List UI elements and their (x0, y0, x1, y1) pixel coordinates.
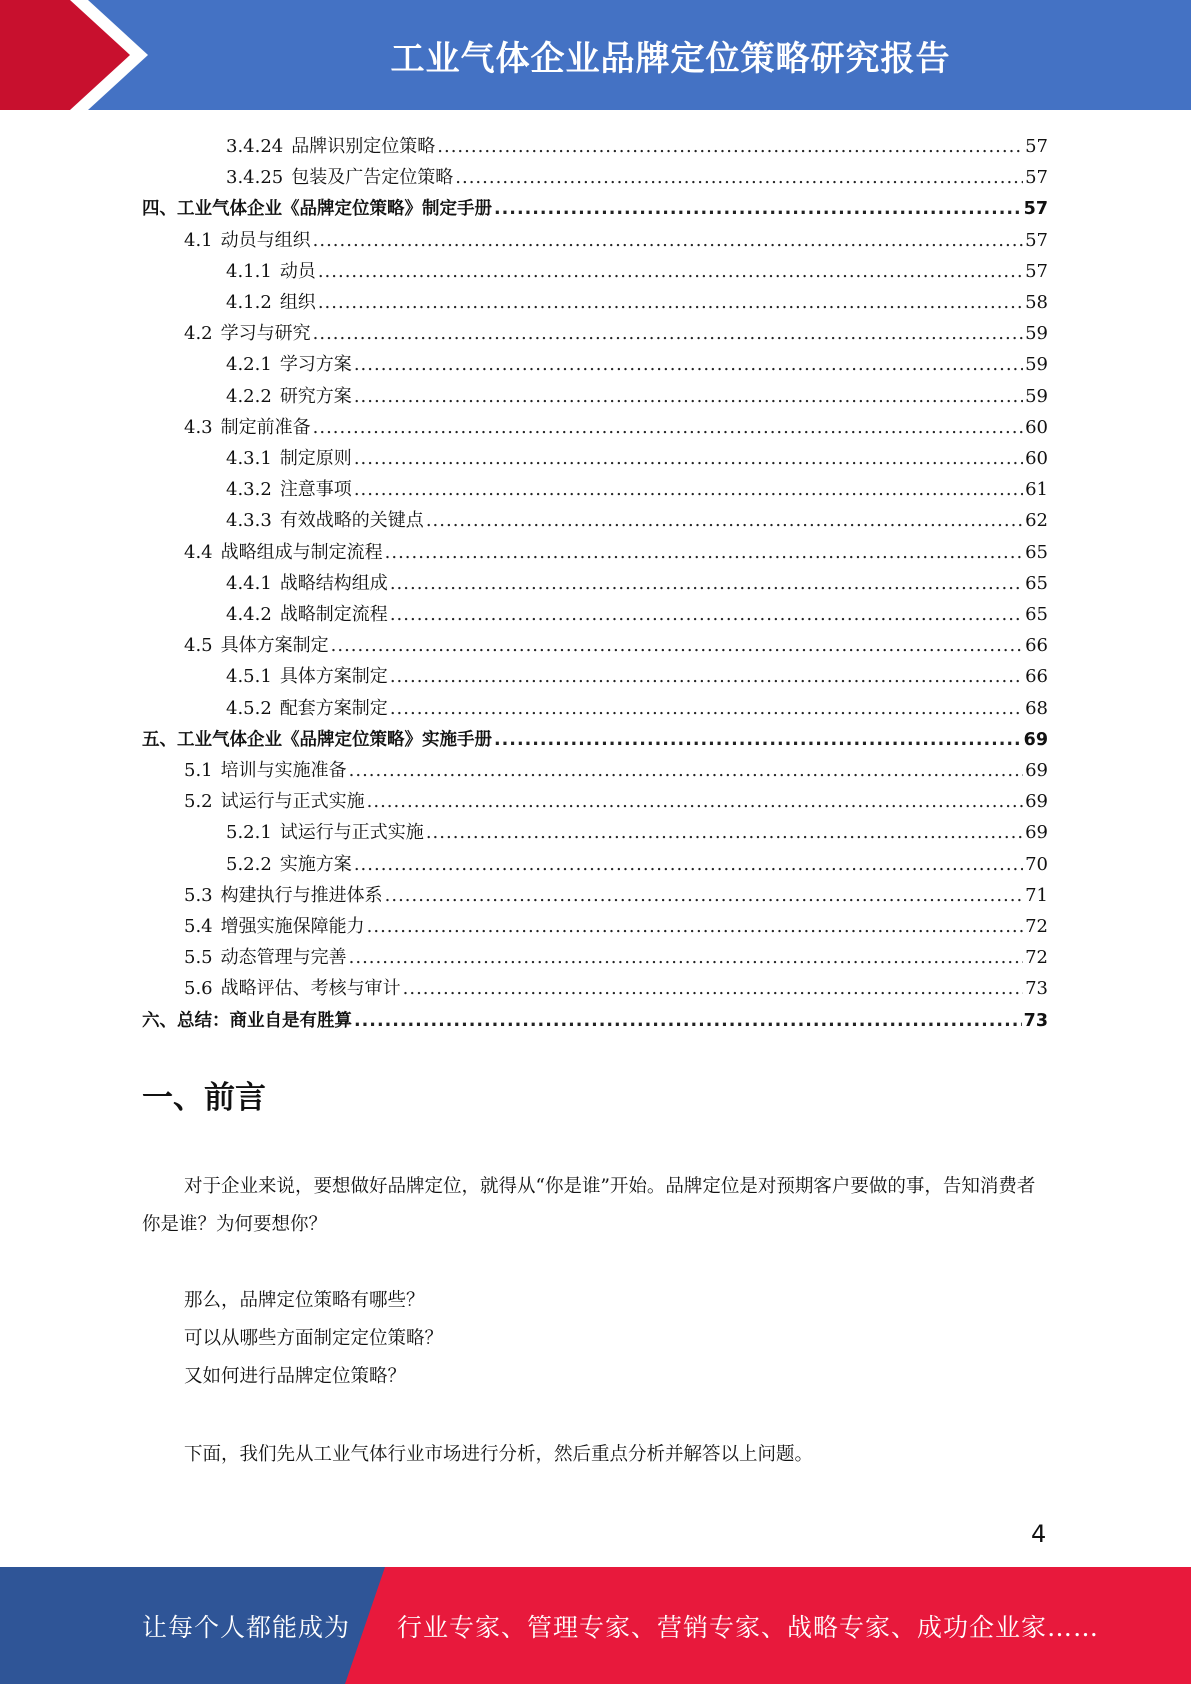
toc-entry-page: 57 (1023, 199, 1048, 220)
toc-dot-leader (426, 510, 1023, 532)
toc-entry[interactable] (184, 409, 1048, 439)
toc-entry-page: 71 (1025, 884, 1048, 906)
toc-entry-page: 69 (1025, 760, 1048, 781)
toc-entry-page: 62 (1025, 510, 1048, 532)
toc-entry[interactable] (226, 814, 1048, 844)
intro-paragraph: 对于企业来说，要想做好品牌定位，就得从“你是谁”开始。品牌定位是对预期客户要做的事，告知消费者你是谁？为何要想你？ (142, 1176, 1036, 1235)
toc-entry-title: 实施方案 (279, 853, 352, 875)
toc-dot-leader (349, 760, 1023, 782)
toc-entry-title: 动员 (279, 260, 316, 282)
toc-entry[interactable] (226, 471, 1048, 501)
toc-entry-page: 59 (1025, 323, 1048, 345)
question-3: 又如何进行品牌定位策略？ (184, 1366, 407, 1387)
toc-entry-number: 3.4.24 (226, 136, 284, 157)
toc-dot-leader (390, 698, 1023, 720)
toc-entry-number: 5.6 (184, 978, 213, 1000)
toc-entry-page: 59 (1025, 385, 1048, 407)
toc-entry-number: 5.3 (184, 884, 213, 906)
toc-entry-title: 学习与研究 (220, 323, 311, 345)
toc-entry-number: 4.3.3 (226, 510, 272, 532)
toc-entry-title: 六、总结：商业自是有胜算 (142, 1010, 352, 1031)
toc-entry-page: 69 (1025, 791, 1048, 813)
toc-entry[interactable] (226, 502, 1048, 532)
toc-entry-title: 组织 (279, 292, 316, 313)
toc-dot-leader (349, 947, 1023, 969)
toc-entry-page: 66 (1025, 635, 1048, 657)
toc-entry-page: 70 (1025, 853, 1048, 875)
toc-entry-title: 包装及广告定位策略 (291, 167, 454, 189)
toc-entry-number: 5.2.1 (226, 822, 272, 844)
toc-entry[interactable] (226, 128, 1048, 158)
toc-entry[interactable] (184, 877, 1048, 907)
toc-entry-title: 具体方案制定 (220, 635, 329, 657)
toc-entry-number: 4.2.1 (226, 354, 272, 376)
toc-entry-number: 4.3.2 (226, 479, 272, 501)
toc-entry-page: 73 (1023, 1010, 1048, 1031)
toc-dot-leader (313, 417, 1023, 439)
toc-entry-title: 试运行与正式实施 (220, 791, 365, 813)
toc-dot-leader (354, 354, 1023, 376)
document-title: 工业气体企业品牌定位策略研究报告 (390, 38, 951, 79)
toc-entry-number: 4.4 (184, 541, 213, 563)
toc-entry-title: 动员与组织 (220, 229, 311, 251)
page-number: 4 (1031, 1520, 1047, 1548)
toc-dot-leader (390, 604, 1023, 626)
toc-entry-number: 4.3.1 (226, 448, 272, 469)
toc-entry[interactable] (226, 284, 1048, 314)
toc-entry[interactable] (142, 190, 1048, 220)
toc-entry-page: 65 (1025, 572, 1048, 594)
toc-entry-number: 4.2 (184, 323, 213, 345)
toc-entry[interactable] (226, 378, 1048, 408)
toc-entry-page: 57 (1025, 167, 1048, 189)
toc-entry-title: 构建执行与推进体系 (220, 884, 383, 906)
section-heading: 一、前言 (142, 1080, 266, 1116)
toc-entry-page: 59 (1025, 354, 1048, 376)
toc-entry-title: 战略组成与制定流程 (220, 541, 383, 563)
toc-entry-page: 65 (1025, 541, 1048, 563)
toc-dot-leader (385, 542, 1023, 564)
toc-entry[interactable] (226, 846, 1048, 876)
toc-entry[interactable] (226, 159, 1048, 189)
toc-entry-title: 学习方案 (279, 354, 352, 376)
toc-entry-title: 战略制定流程 (279, 604, 388, 625)
toc-entry-title: 动态管理与完善 (220, 947, 347, 969)
toc-dot-leader (354, 386, 1023, 408)
toc-entry-page: 61 (1025, 479, 1048, 501)
toc-entry-page: 69 (1023, 729, 1048, 750)
toc-entry[interactable] (226, 596, 1048, 626)
toc-entry-page: 68 (1025, 697, 1048, 719)
toc-entry-title: 制定前准备 (220, 416, 311, 438)
toc-entry-number: 5.2 (184, 791, 213, 813)
toc-entry[interactable] (226, 565, 1048, 595)
toc-entry-title: 研究方案 (279, 385, 352, 407)
toc-entry-page: 57 (1025, 136, 1048, 157)
toc-entry[interactable] (226, 440, 1048, 470)
toc-entry-number: 4.5.1 (226, 666, 272, 688)
toc-entry-title: 配套方案制定 (279, 697, 388, 719)
toc-entry-number: 4.5.2 (226, 697, 272, 719)
toc-dot-leader (354, 479, 1023, 501)
toc-dot-leader (318, 292, 1023, 314)
toc-entry[interactable] (226, 346, 1048, 376)
toc-dot-leader (455, 167, 1023, 189)
toc-entry-title: 战略结构组成 (279, 572, 388, 594)
toc-entry[interactable] (226, 253, 1048, 283)
toc-entry[interactable] (184, 939, 1048, 969)
toc-dot-leader (437, 136, 1023, 158)
toc-entry-title: 战略评估、考核与审计 (220, 978, 401, 1000)
toc-entry-title: 四、工业气体企业《品牌定位策略》制定手册 (142, 199, 492, 220)
toc-dot-leader (331, 635, 1023, 657)
toc-entry-page: 57 (1025, 260, 1048, 282)
footer-slogan-left: 让每个人都能成为 (142, 1612, 351, 1642)
toc-dot-leader (494, 729, 1022, 751)
toc-entry-number: 5.1 (184, 760, 213, 781)
page-footer (0, 1567, 1191, 1684)
toc-dot-leader (313, 230, 1023, 252)
toc-entry-number: 4.1.1 (226, 260, 272, 282)
toc-entry[interactable] (226, 658, 1048, 688)
toc-entry-number: 5.5 (184, 947, 213, 969)
question-2: 可以从哪些方面制定定位策略？ (184, 1328, 444, 1349)
toc-entry[interactable] (184, 627, 1048, 657)
toc-entry-number: 5.2.2 (226, 853, 272, 875)
toc-dot-leader (313, 323, 1023, 345)
toc-entry-number: 4.5 (184, 635, 213, 657)
toc-entry-title: 培训与实施准备 (220, 760, 347, 781)
toc-entry[interactable] (184, 783, 1048, 813)
toc-entry-number: 4.2.2 (226, 385, 272, 407)
toc-entry[interactable] (184, 534, 1048, 564)
toc-entry-title: 试运行与正式实施 (279, 822, 424, 844)
toc-entry-page: 58 (1025, 292, 1048, 313)
footer-slogan-right: 行业专家、管理专家、营销专家、战略专家、成功企业家…… (397, 1612, 1100, 1642)
toc-entry-page: 66 (1025, 666, 1048, 688)
toc-entry-number: 4.4.2 (226, 604, 272, 625)
toc-entry-page: 69 (1025, 822, 1048, 844)
toc-entry-number: 3.4.25 (226, 167, 284, 189)
toc-entry-title: 增强实施保障能力 (220, 916, 365, 937)
toc-entry-title: 五、工业气体企业《品牌定位策略》实施手册 (142, 729, 492, 750)
toc-dot-leader (318, 261, 1023, 283)
toc-entry-number: 4.3 (184, 416, 213, 438)
toc-entry-title: 具体方案制定 (279, 666, 388, 688)
toc-dot-leader (354, 1010, 1022, 1032)
toc-dot-leader (385, 885, 1023, 907)
toc-entry[interactable] (184, 222, 1048, 252)
toc-dot-leader (390, 666, 1023, 688)
toc-dot-leader (390, 573, 1023, 595)
toc-entry[interactable] (184, 908, 1048, 938)
toc-dot-leader (367, 916, 1023, 938)
toc-entry[interactable] (142, 1002, 1048, 1032)
toc-entry-title: 注意事项 (279, 479, 352, 501)
toc-entry-page: 60 (1025, 416, 1048, 438)
toc-entry-number: 5.4 (184, 916, 213, 937)
toc-entry-number: 4.1 (184, 229, 213, 251)
toc-entry-page: 65 (1025, 604, 1048, 625)
header-arrow-accent (0, 0, 160, 110)
toc-entry[interactable] (184, 315, 1048, 345)
question-1: 那么，品牌定位策略有哪些？ (184, 1290, 425, 1311)
toc-dot-leader (403, 978, 1023, 1000)
toc-entry[interactable] (184, 970, 1048, 1000)
toc-entry-page: 72 (1025, 947, 1048, 969)
page-header (0, 0, 1191, 110)
toc-entry[interactable] (226, 690, 1048, 720)
toc-dot-leader (426, 822, 1023, 844)
closing-paragraph: 下面，我们先从工业气体行业市场进行分析，然后重点分析并解答以上问题。 (184, 1444, 814, 1465)
toc-entry[interactable] (184, 752, 1048, 782)
toc-dot-leader (354, 448, 1023, 470)
toc-entry-page: 60 (1025, 448, 1048, 469)
toc-dot-leader (354, 854, 1023, 876)
toc-entry-page: 57 (1025, 229, 1048, 251)
toc-entry-page: 72 (1025, 916, 1048, 937)
toc-entry-number: 4.1.2 (226, 292, 272, 313)
toc-dot-leader (367, 791, 1023, 813)
toc-entry-title: 品牌识别定位策略 (291, 136, 436, 157)
toc-entry-title: 有效战略的关键点 (279, 510, 424, 532)
toc-entry[interactable] (142, 721, 1048, 751)
toc-entry-title: 制定原则 (279, 448, 352, 469)
toc-entry-number: 4.4.1 (226, 572, 272, 594)
toc-entry-page: 73 (1025, 978, 1048, 1000)
toc-dot-leader (494, 198, 1022, 220)
